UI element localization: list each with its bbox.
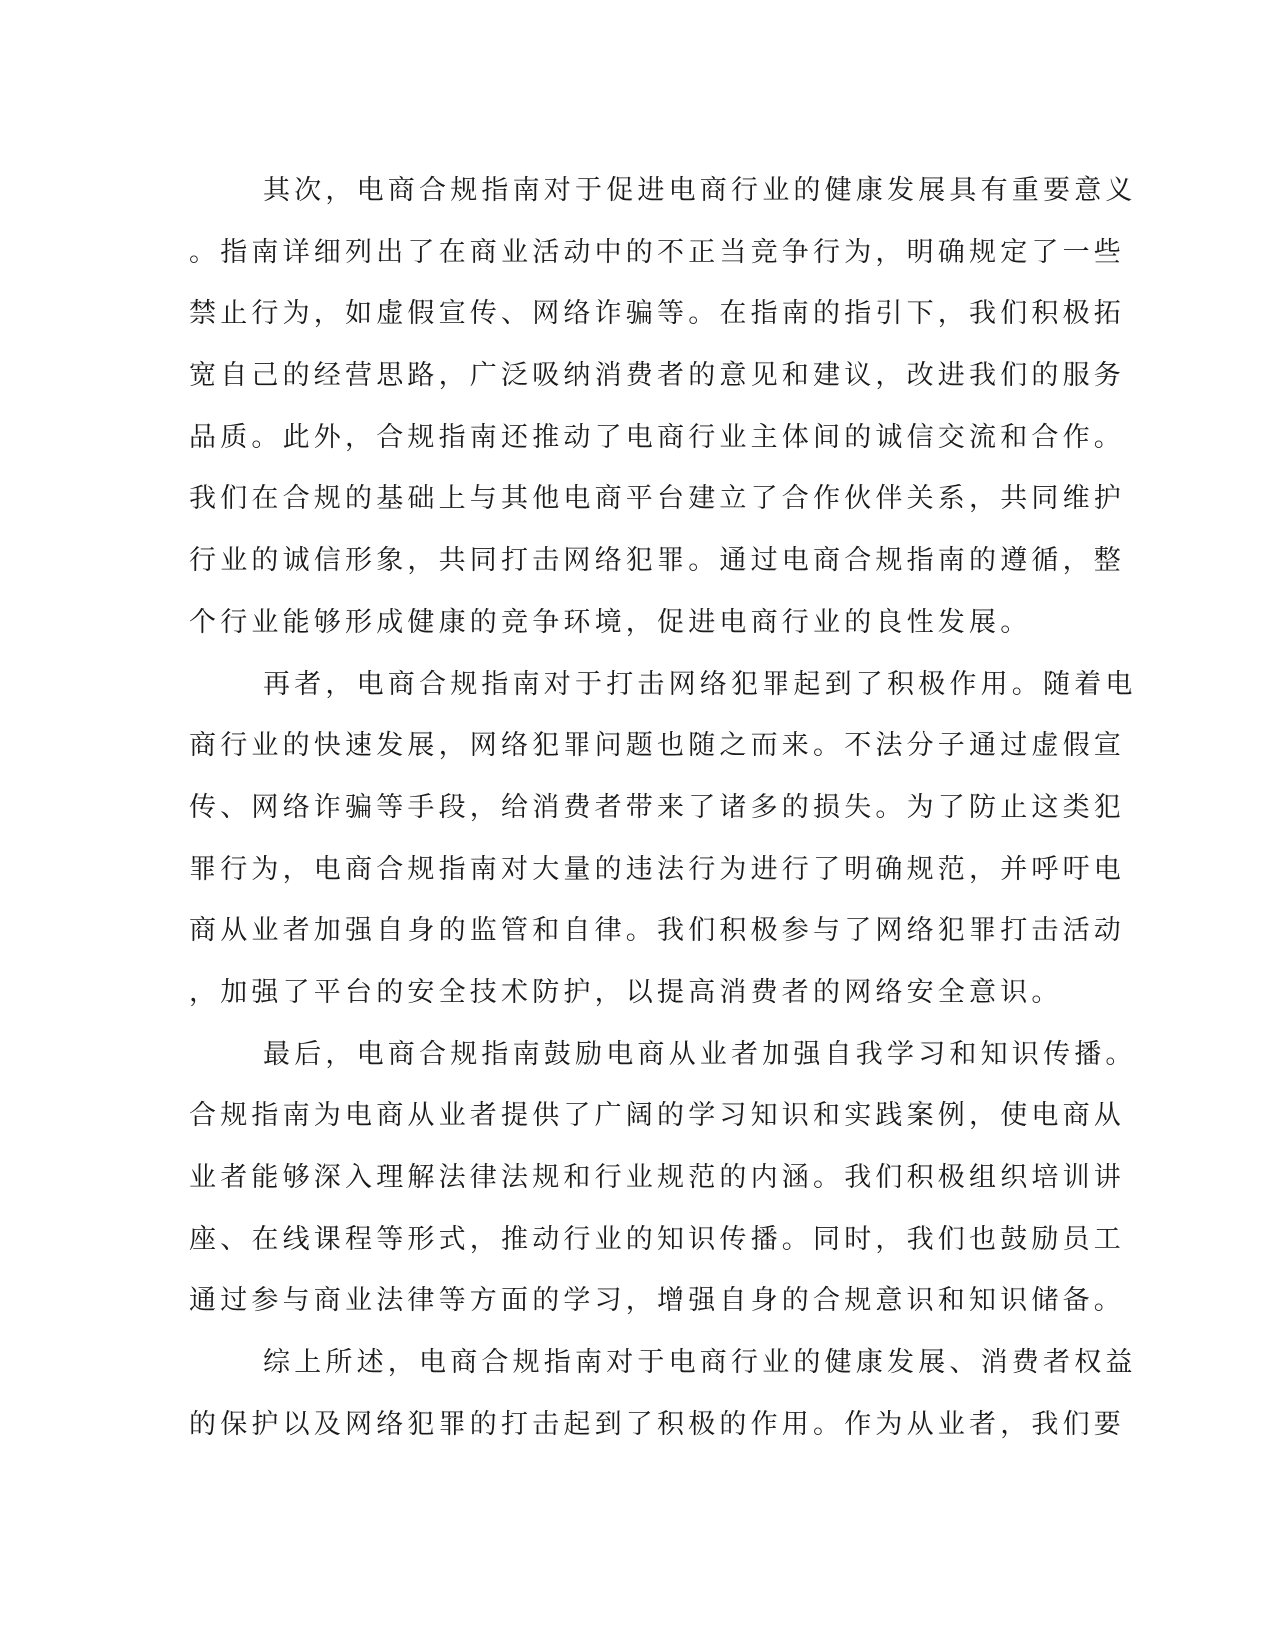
text-line: 罪行为，电商合规指南对大量的违法行为进行了明确规范，并呼吁电 — [189, 853, 1125, 885]
text-line: 个行业能够形成健康的竞争环境，促进电商行业的良性发展。 — [189, 606, 1032, 638]
text-line: 品质。此外，合规指南还推动了电商行业主体间的诚信交流和合作。 — [189, 421, 1125, 453]
text-line: ，加强了平台的安全技术防护，以提高消费者的网络安全意识。 — [189, 976, 1063, 1008]
text-line: 传、网络诈骗等手段，给消费者带来了诸多的损失。为了防止这类犯 — [189, 791, 1125, 823]
text-line: 其次，电商合规指南对于促进电商行业的健康发展具有重要意义 — [263, 175, 1137, 206]
text-line: 合规指南为电商从业者提供了广阔的学习知识和实践案例，使电商从 — [189, 1100, 1125, 1132]
text-line: 业者能够深入理解法律法规和行业规范的内涵。我们积极组织培训讲 — [189, 1162, 1125, 1193]
text-line: 。指南详细列出了在商业活动中的不正当竞争行为，明确规定了一些 — [189, 236, 1125, 268]
text-line: 禁止行为，如虚假宣传、网络诈骗等。在指南的指引下，我们积极拓 — [189, 298, 1125, 330]
text-line: 行业的诚信形象，共同打击网络犯罪。通过电商合规指南的遵循，整 — [189, 545, 1125, 577]
text-line: 我们在合规的基础上与其他电商平台建立了合作伙伴关系，共同维护 — [189, 483, 1125, 515]
text-line: 宽自己的经营思路，广泛吸纳消费者的意见和建议，改进我们的服务 — [189, 360, 1125, 392]
text-line: 最后，电商合规指南鼓励电商从业者加强自我学习和知识传播。 — [263, 1038, 1137, 1070]
text-line: 商从业者加强自身的监管和自律。我们积极参与了网络犯罪打击活动 — [189, 915, 1125, 947]
text-line: 再者，电商合规指南对于打击网络犯罪起到了积极作用。随着电 — [263, 668, 1137, 700]
text-line: 的保护以及网络犯罪的打击起到了积极的作用。作为从业者，我们要 — [189, 1408, 1125, 1440]
text-line: 综上所述，电商合规指南对于电商行业的健康发展、消费者权益 — [263, 1347, 1137, 1379]
body-text — [189, 160, 1137, 1455]
text-line: 座、在线课程等形式，推动行业的知识传播。同时，我们也鼓励员工 — [189, 1223, 1125, 1255]
text-line: 商行业的快速发展，网络犯罪问题也随之而来。不法分子通过虚假宣 — [189, 730, 1125, 762]
text-line: 通过参与商业法律等方面的学习，增强自身的合规意识和知识储备。 — [189, 1285, 1125, 1317]
